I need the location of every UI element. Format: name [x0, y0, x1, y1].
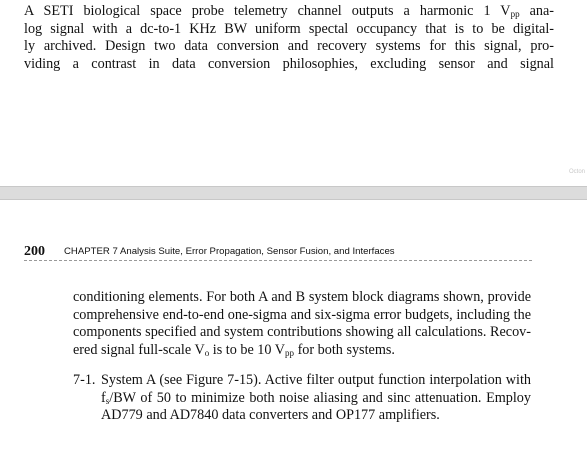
middle-paragraph-line-2: comprehensive end-to-end one-sigma and six-sigma error budgets, including the — [73, 306, 531, 323]
text-segment: /BW of 50 to minimize both noise aliasing and sinc attenuation. Employ — [109, 389, 531, 406]
middle-paragraph-line-3: components specified and system contributions showing all calculations. Recov- — [73, 324, 531, 340]
problem-line-3: AD779 and AD7840 data converters and OP177 amplifiers. — [101, 407, 440, 423]
text-segment: is to be 10 V — [209, 341, 286, 358]
middle-paragraph — [73, 289, 531, 359]
chapter-title: CHAPTER 7 Analysis Suite, Error Propagation, Sensor Fusion, and Interfaces — [64, 246, 395, 257]
text-segment: ered signal full-scale V — [73, 341, 205, 358]
middle-paragraph-line-1: conditioning elements. For both A and B system block diagrams shown, provide — [73, 289, 531, 305]
top-paragraph-line-4: viding a contrast in data conversion philosophies, excluding sensor and signal — [24, 55, 554, 72]
problem-line-2 — [101, 390, 531, 408]
subscript: pp — [510, 9, 520, 19]
subscript: o — [204, 347, 210, 358]
text-segment: A SETI biological space probe telemetry channel outputs a harmonic 1 V — [24, 3, 511, 19]
page-header — [24, 244, 532, 261]
text-segment: for both systems. — [294, 341, 395, 358]
subscript: s — [105, 395, 110, 406]
problem-line-1: System A (see Figure 7-15). Active filter output function interpolation with — [101, 372, 531, 388]
problem-number: 7-1. — [73, 372, 96, 388]
previous-page — [0, 0, 587, 186]
top-paragraph-line-2: log signal with a dc-to-1 KHz BW uniform spectal occupancy that is to be digital- — [24, 20, 554, 37]
text-segment: f — [101, 389, 106, 406]
page-number: 200 — [24, 244, 45, 259]
top-paragraph-line-3: ly archived. Design two data conversion and recovery systems for this signal, pro- — [24, 38, 554, 54]
top-paragraph-line-1 — [24, 3, 554, 21]
middle-paragraph-line-4 — [73, 342, 531, 360]
watermark-text: Octon — [568, 169, 585, 175]
problem-body — [101, 372, 531, 425]
text-segment: ana- — [519, 3, 554, 19]
top-paragraph — [24, 3, 554, 73]
page-separator — [0, 186, 587, 200]
problem-7-1 — [73, 372, 531, 425]
subscript: pp — [285, 347, 295, 358]
